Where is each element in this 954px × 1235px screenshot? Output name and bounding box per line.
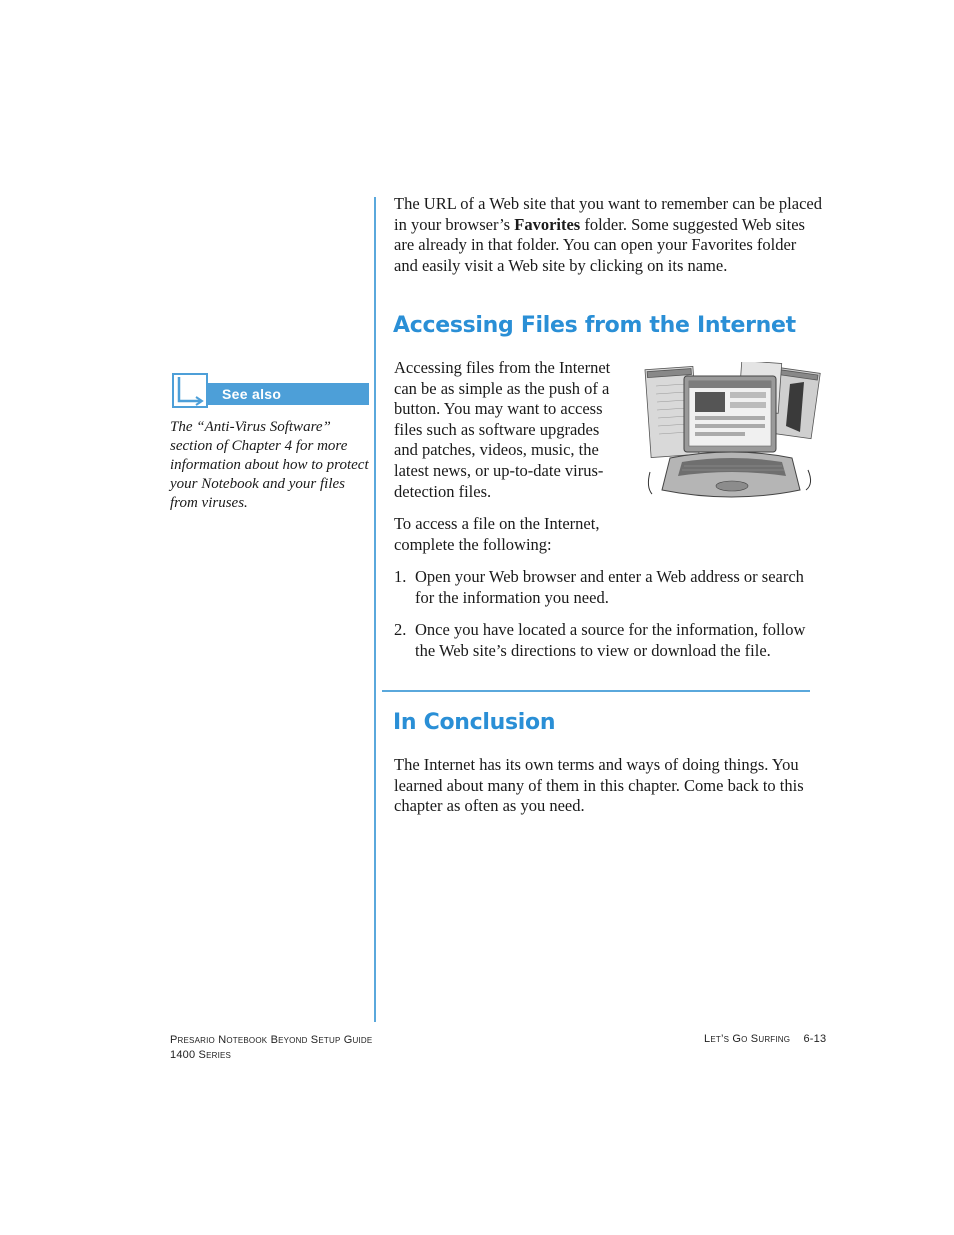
access-instructions-paragraph: To access a file on the Internet, complete the following:	[394, 514, 600, 554]
intro-text-2: folder. Some suggested Web sites are already in that folder. You can open your Favorites folder and easily visit a Web site by clicking on its name.	[394, 214, 805, 275]
accessing-files-paragraph: Accessing files from the Internet can be as simple as the push of a button. You may want to access files such as software upgrades and patches, videos, music, the latest news, or up-to-date virus-detection files.	[394, 358, 611, 501]
favorites-term: Favorites	[514, 214, 581, 234]
see-also-label: See also	[222, 386, 282, 402]
footer-guide-title: Presario Notebook Beyond Setup Guide	[170, 1034, 373, 1046]
vertical-rule	[374, 197, 376, 1022]
footer-left	[170, 1033, 372, 1063]
conclusion-paragraph: The Internet has its own terms and ways of doing things. You learned about many of them in this chapter. Come back to this chapter as often as you need.	[394, 755, 804, 816]
section-divider	[382, 690, 810, 692]
section-heading-accessing-files: Accessing Files from the Internet	[393, 313, 796, 338]
footer-right	[704, 1033, 826, 1045]
intro-paragraph	[394, 194, 822, 276]
see-also-note: The “Anti-Virus Software” section of Chapter 4 for more information about how to protect your Notebook and your files from viruses.	[170, 419, 369, 511]
footer-chapter-title: Let’s Go Surfing	[704, 1033, 791, 1045]
step-text: Open your Web browser and enter a Web address or search for the information you need.	[415, 567, 804, 607]
notebook-illustration-icon	[640, 362, 825, 507]
section-heading-in-conclusion: In Conclusion	[393, 710, 556, 735]
list-item	[394, 620, 824, 661]
page-number: 6-13	[803, 1033, 827, 1045]
corner-arrow-icon	[170, 373, 210, 409]
step-number: 2.	[394, 620, 407, 640]
list-item	[394, 567, 824, 608]
step-text: Once you have located a source for the information, follow the Web site’s directions to view or download the file.	[415, 620, 806, 660]
footer-series: 1400 Series	[170, 1049, 232, 1061]
notebook-illustration	[640, 362, 825, 507]
see-also-box	[170, 373, 370, 407]
step-number: 1.	[394, 567, 407, 586]
steps-list	[394, 567, 824, 661]
intro-text-1: The URL of a Web site that you want to remember can be placed in your browser’s	[394, 194, 822, 234]
